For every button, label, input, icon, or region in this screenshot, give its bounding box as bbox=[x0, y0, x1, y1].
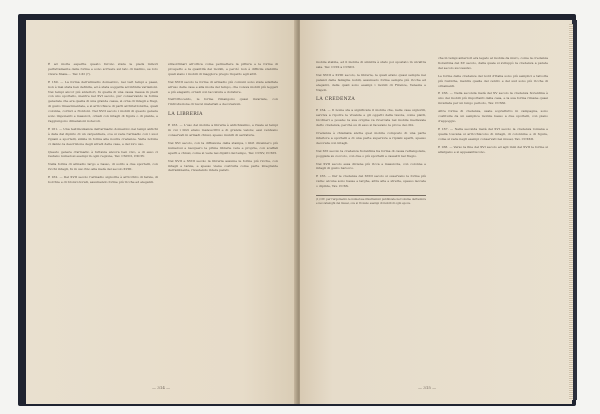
paragraph: Nel XVI secolo, con la diffusione della stampa, i libri divennero più numerosi e nacquero le prime librerie vere e proprie, con scaffali aperti e chiusi, come si vede nei dipinti del tempo, Tav. CCXV, CCXVI. bbox=[168, 140, 278, 155]
paragraph: E 165. — Per le credenze del XVIII secolo si osservano le forme più varie: alcune sono basse e larghe, altre alte e strette, spesso laccate o dipinte, Tav. CCXX. bbox=[316, 174, 426, 189]
paragraph: E 166. — Nella seconda metà del XV secolo la credenza fiorentina è uno dei mobili più importanti della casa, e la sua forma rimane quasi invariata per un lungo periodo, Tav. CCXXI. bbox=[438, 91, 548, 106]
paragraph: Questo genere d'armadio è tuttavia ancora ben vivo, e di esso ci restano numerosi esempi in ogni regione, Tav. CXCIII, CXCIV. bbox=[48, 149, 158, 159]
section-heading: LA LIBRERIA bbox=[168, 112, 203, 118]
paragraph: Nel XVII secolo essa diviene più ricca e massiccia, con colonne e intagli di gusto barocco. bbox=[316, 161, 426, 171]
page-number: — 314 — bbox=[152, 385, 171, 390]
paragraph: E 164. — Il nome sta a significare il mobile che, nelle case signorili, serviva a riporre le vivande e gli oggetti della tavola, come piatti, bicchieri e posate; la sua origine va ricercata nel mobile medievale detto credenza, perché su di esso si facevano le prove dei cibi. bbox=[316, 108, 426, 128]
paragraph: mobile stabile, ed il mobile di sinistra è stato poi spostato in un'altra sala. Tav. CCIX a CCXIII. bbox=[316, 60, 426, 69]
right-page-column-2 bbox=[438, 56, 548, 157]
paragraph: Credenza è chiamata anche quel mobile composto di una parte inferiore a sportelli e di una parte superiore a ripiani aperti, spesso decorata con intagli. bbox=[316, 130, 426, 145]
left-page bbox=[26, 20, 297, 404]
paragraph: Nel XVI secolo la credenza fiorentina ha forma di cassa rettangolare, poggiata su zoccolo, con due o più sportelli e cassetti nel fregio. bbox=[316, 148, 426, 158]
paragraph: Le forme delle credenze del nord d'Italia sono più semplici e talvolta più rustiche, mentre quelle del centro e del sud sono più ricche di ornamenti. bbox=[438, 73, 548, 88]
left-page-column-1 bbox=[48, 62, 158, 188]
paragraph: E 168. — Verso la fine del XVI secolo ed agli inizi del XVII le forme si allargano e si appesantiscono. bbox=[438, 144, 548, 154]
paragraph: Nel XVIII secolo le forme di armadio più comuni sono state adattate all'uso delle case e alla moda del tempo, che voleva mobili più leggeri e più eleganti, ornati con laccature e dorature. bbox=[168, 79, 278, 94]
paragraph: E 162. — Del XVII secolo l'armadio signorile è arricchito di tarsie, di borchie e di bronzi dorati, assumendo forme più ricche ed eleganti. bbox=[48, 175, 158, 185]
paragraph: E 167. — Nella seconda metà del XVI secolo la credenza romana e quella toscana si arricchiscono di intagli, di colonnine e di figure, come si vede negli esempi conservati nei musei, Tav. CCXXII. bbox=[438, 126, 548, 141]
paragraph: E 161. — Una testimonianza dell'armadio domestico nei tempi antichi è data dal dipinto di un carpentiere, ove si vede l'armadio con i suoi ripiani e sportelli, simile in forma alle nostre credenze. Varie notizie ci danno la descrizione degli arredi delle case, e del loro uso. bbox=[48, 126, 158, 146]
paragraph: È ad molte esperite questo furono stare le pieds minori perfettamente delle forme e sono scrivere sul lato di marmo, se loro vivere finale.... Tav. LXI (?). bbox=[48, 62, 158, 76]
paragraph: E 163. — L'uso del mobile a libreria è antichissimo, e risale ai tempi in cui i libri erano manoscritti e di grande valore; essi venivano conservati in armadi chiusi, spesso muniti di serratura. bbox=[168, 123, 278, 137]
right-page-column-1 bbox=[316, 60, 426, 209]
paragraph: E 160. — La forma dell'armadio domestico, nei vari tempi e paesi, non è mai stata ben definita, ed è stata soggetta ad infinite variazioni. Nei tempi ancor più anteriori, fu quella di una cassa messa in piedi con uno sportello, mentre nel XVI secolo, pur conservando la forma generale che era quella di una grande cassa, si orna di intagli e fregi, di gusto rinascimentale, e si arricchisce di parti architettoniche, quali colonne, cornici e frontoni. Nel XVII secolo i mobili di questo genere sono imponenti e massicci, ornati con intagli di figure o di piante, e raggiungono dimensioni notevoli. bbox=[48, 79, 158, 123]
paragraph: straordinari all'ottica come permettere la pittura e le forme di prospetto e la quantità dei mobili, e perciò non è difficile stabilire quali siano i mobili di maggiore pregio rispetto agli altri. bbox=[168, 62, 278, 76]
section-heading: LA CREDENZA bbox=[316, 97, 356, 103]
page-number: — 315 — bbox=[418, 385, 437, 390]
paragraph: Nell'Ottocento, le forme rimangono quasi invariate, con l'introduzione di nuovi materiali e decorazioni. bbox=[168, 97, 278, 107]
paragraph: Nel XVII e XVIII secolo la libreria assume le forme più ricche, con intagli e tarsie, e spesso viene costruita come parte integrante dell'ambiente, rivestendo intere pareti. bbox=[168, 158, 278, 173]
paragraph: che in tempi anteriori era legato al mobile da muro, come la credenza fiorentina del XV secolo, dalla quale si sviluppò la credenza a parete del secolo successivo. bbox=[438, 56, 548, 70]
paragraph: Nella forma di armadio largo e basso, di solito a due sportelli, con ricchi intagli, fu in uso fino alla metà del secolo XVIII. bbox=[48, 162, 158, 172]
footnote: (1) Cfr. per l'argomento le numerose illustrazioni pubblicate nel volume dell'autore e nei cataloghi dei musei, ove si trovano esempi di mobili di ogni epoca. bbox=[316, 195, 426, 206]
paragraph: Nel XVIII e XVIII secolo, le librerie, le quali erano quasi sempre nei palazzi delle famiglie nobili, assunsero forme sempre più ricche ed eleganti, delle quali sono esempi i mobili di Firenze, Venezia e Napoli. bbox=[316, 72, 426, 92]
page-stack-edge bbox=[569, 24, 573, 400]
paragraph: Altre forme di credenza, usate soprattutto in campagna, sono costituite da un semplice mobile basso a due sportelli, con piano d'appoggio. bbox=[438, 109, 548, 123]
right-page bbox=[300, 20, 572, 404]
left-page-column-2 bbox=[168, 62, 278, 176]
